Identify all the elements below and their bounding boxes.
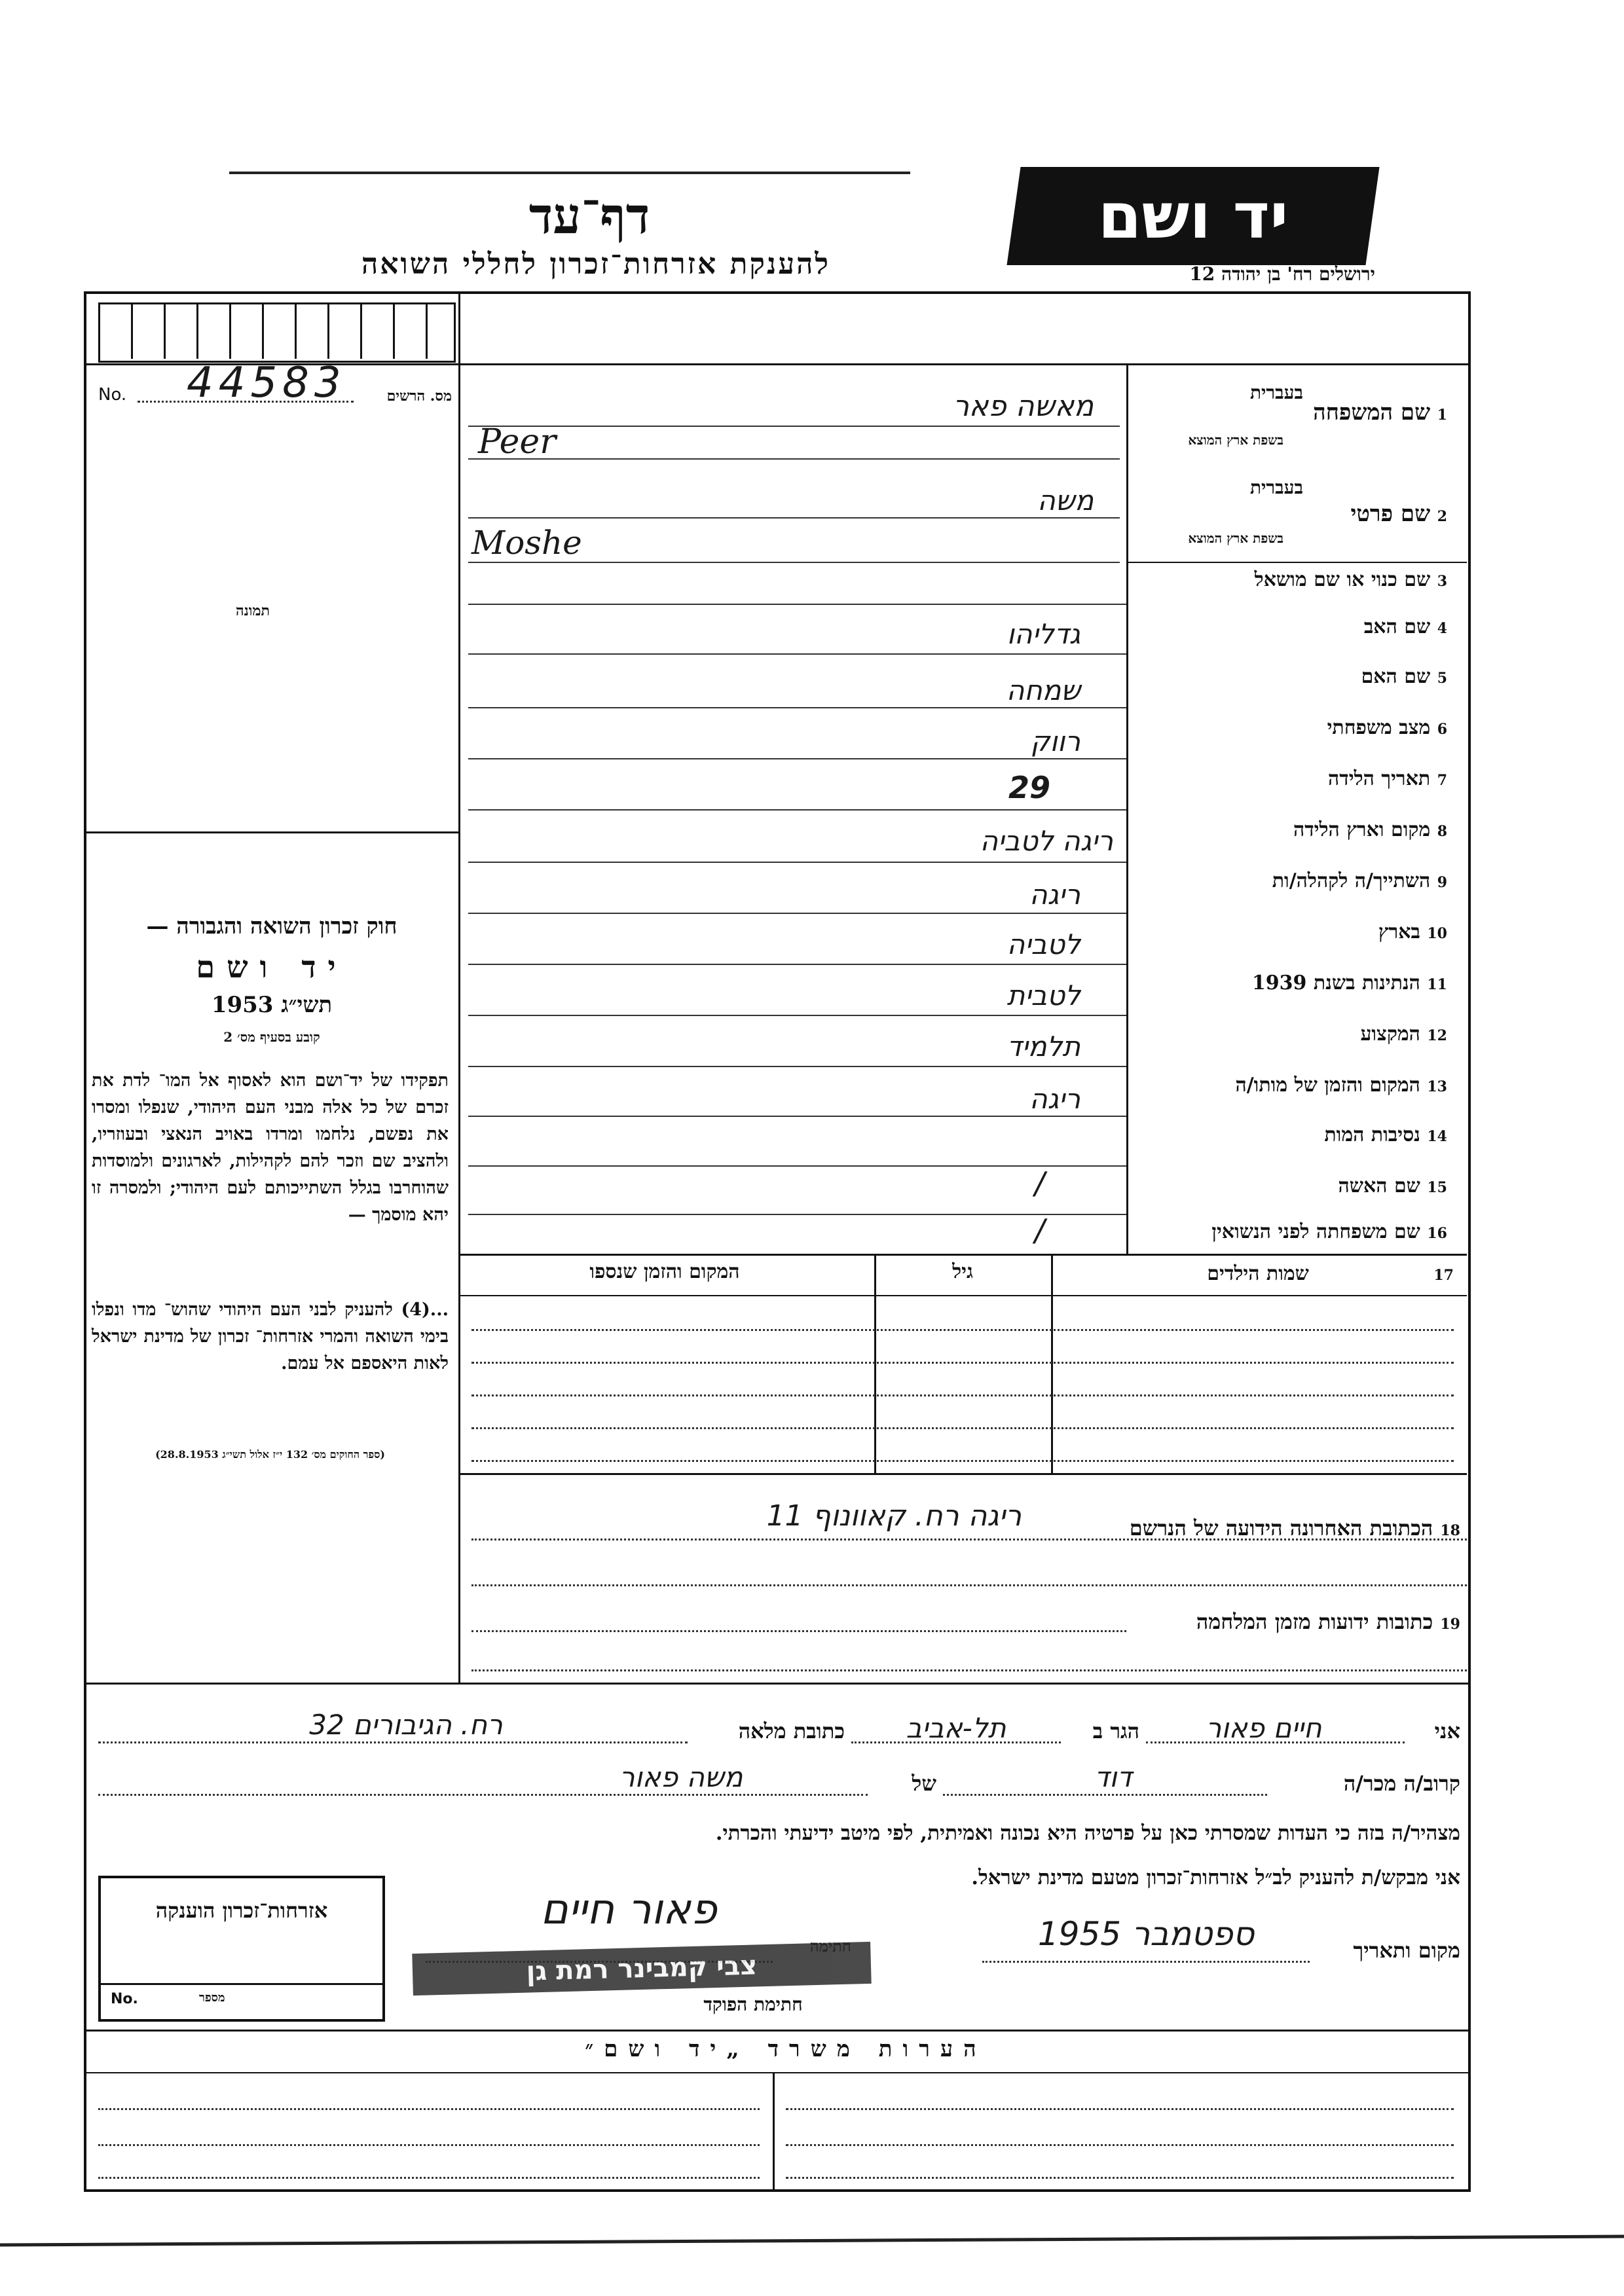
field-9-number: 9 bbox=[1437, 874, 1447, 891]
field-10-value: לטביה bbox=[1006, 928, 1080, 960]
field-19-text: כתובות ידועות מזמן המלחמה bbox=[1196, 1609, 1433, 1634]
field-2-sub-bottom: בשפת ארץ המוצא bbox=[1188, 530, 1283, 546]
declarant-address: רח. הגיבורים 32 bbox=[309, 1709, 503, 1741]
field-8-text: מקום וארץ הלידה bbox=[1293, 818, 1431, 841]
law-name: יד ושם bbox=[196, 949, 348, 985]
field-1-sub-top: בעברית bbox=[1249, 382, 1303, 403]
declaration-of-label: של bbox=[912, 1771, 936, 1796]
field-1-number: 1 bbox=[1437, 407, 1447, 424]
declaration-statement-2: אני מבקש/ת להעניק לב״ל אזרחות־זכרון מטעם מדינת ישראל. bbox=[971, 1866, 1460, 1889]
law-text-1: תפקידו של יד־ושם הוא לאסוף אל המו־ לדת את זכרם של כל אלה מבני העם היהודי, שנפלו ומסרו את נפשם, נלחמו ומרדו באויב הנאצי ובעוזריו, ולהציב שם וזכר להם לקהילות, לארגונים ולמוסדות שהוחרבו בגלל השתייכותם לעם היהודי; ולמסרה זו יהא מוסמך — bbox=[92, 1070, 449, 1225]
field-16-number: 16 bbox=[1427, 1225, 1447, 1242]
photo-label: תמונה bbox=[236, 602, 270, 619]
place-date-value: ספטמבר 1955 bbox=[1037, 1915, 1255, 1953]
field-3-number: 3 bbox=[1437, 573, 1447, 590]
registration-number: 44583 bbox=[187, 359, 346, 407]
field-4-value: גדליהו bbox=[1006, 618, 1080, 650]
field-14-text: נסיבות המות bbox=[1324, 1123, 1420, 1146]
law-clause: קובע בסעיף מס׳ 2 bbox=[223, 1029, 320, 1045]
law-reference: (ספר החוקים מס׳ 132 י״ז אלול תשי״ג 28.8.1953) bbox=[155, 1448, 385, 1461]
declaration-address-label: כתובת מלאה bbox=[738, 1719, 845, 1743]
officer-signature-label: חתימת הפוקד bbox=[703, 1994, 803, 2015]
field-13-label bbox=[1133, 1074, 1447, 1097]
children-col-place: המקום והזמן שנספו bbox=[589, 1260, 740, 1283]
declarant-name: חיים פאור bbox=[1206, 1712, 1322, 1744]
field-18-text: הכתובת האחרונה הידועה של הנרשם bbox=[1129, 1516, 1433, 1540]
office-code-boxes bbox=[98, 302, 452, 361]
field-15-value: / bbox=[1035, 1165, 1045, 1201]
field-2-number: 2 bbox=[1437, 508, 1447, 525]
fields-3-16 bbox=[458, 562, 1467, 1254]
declaration-relative-label: קרוב/ה מכר/ה bbox=[1343, 1771, 1460, 1796]
office-notes-title: הערות משרד „יד ושם״ bbox=[585, 2036, 987, 2062]
children-col-names bbox=[1061, 1262, 1454, 1285]
field-17-number: 17 bbox=[1433, 1267, 1454, 1284]
box-title: אזרחות־זכרון הוענקה bbox=[155, 1898, 328, 1923]
field-15-label bbox=[1133, 1175, 1447, 1197]
field-13-text: המקום והזמן של מותו/ה bbox=[1235, 1074, 1420, 1097]
page-subtitle: להענקת אזרחות־זכרון לחללי השואה bbox=[361, 247, 830, 281]
field-18-label bbox=[1002, 1516, 1460, 1540]
field-9-text: השתייך/ה לקהלה/ות bbox=[1272, 869, 1431, 892]
field-7-value: 29 bbox=[1008, 770, 1051, 805]
field-8-label bbox=[1133, 818, 1447, 841]
field-5-text: שם האם bbox=[1361, 665, 1431, 688]
field-1-text: שם המשפחה bbox=[1313, 399, 1431, 426]
logo-text: יד ושם bbox=[1098, 179, 1289, 253]
field-2-text: שם פרטי bbox=[1350, 501, 1431, 527]
box-no-label: No. bbox=[111, 1991, 138, 2007]
declaration-relative-of: משה פאור bbox=[619, 1761, 743, 1793]
field-13-number: 13 bbox=[1427, 1078, 1447, 1095]
field-9-value: ריגה bbox=[1029, 879, 1080, 911]
field-2-sub-top: בעברית bbox=[1249, 477, 1303, 498]
field-3-text: שם כנוי או שם מושאל bbox=[1254, 568, 1431, 591]
declaration-lives-label: הגר ב bbox=[1092, 1719, 1139, 1743]
field-16-label bbox=[1133, 1220, 1447, 1243]
field-16-text: שם משפחתה לפני הנשואין bbox=[1211, 1220, 1420, 1243]
yad-vashem-logo bbox=[1006, 167, 1379, 265]
field-6-number: 6 bbox=[1437, 721, 1447, 738]
children-names-header: שמות הילדים bbox=[1207, 1262, 1309, 1285]
children-col-age: גיל bbox=[952, 1260, 973, 1283]
field-16-value: / bbox=[1035, 1212, 1045, 1248]
field-18-value: ריגה רח. קאוונוף 11 bbox=[766, 1499, 1022, 1533]
signature-value: פאור חיים bbox=[540, 1886, 717, 1934]
field-5-value: שמחה bbox=[1006, 674, 1080, 706]
field-8-value: ריגה לטביה bbox=[980, 825, 1113, 857]
field-11-label bbox=[1133, 972, 1447, 994]
field-12-text: המקצוע bbox=[1360, 1023, 1420, 1046]
place-date-label: מקום ותאריך bbox=[1353, 1938, 1460, 1963]
citizenship-granted-box bbox=[98, 1876, 385, 2022]
field-13-value: ריגה bbox=[1029, 1083, 1080, 1115]
declaration-statement-1: מצהיר/ה בזה כי העדות שמסרתי כאן על פרטיה היא נכונה ואמיתית, לפי מיטב ידיעתי והכרתי. bbox=[715, 1821, 1460, 1845]
law-title: חוק זכרון השואה והגבורה — bbox=[146, 913, 397, 939]
field-19-label bbox=[1126, 1609, 1460, 1634]
header-address: ירושלים רח' בן יהודה 12 bbox=[1189, 263, 1375, 285]
field-12-number: 12 bbox=[1427, 1027, 1447, 1044]
field-6-label bbox=[1133, 716, 1447, 739]
field-6-value: רווק bbox=[1030, 725, 1080, 757]
law-year: תשי״ג 1953 bbox=[211, 992, 333, 1018]
box-number-label: מספר bbox=[199, 1991, 225, 2005]
declaration-i-label: אני bbox=[1434, 1719, 1460, 1743]
field-10-text: בארץ bbox=[1378, 920, 1420, 943]
registration-no-label: No. bbox=[98, 385, 127, 405]
field-1-latin-value: Peer bbox=[478, 422, 557, 462]
field-7-number: 7 bbox=[1437, 772, 1447, 789]
field-2-latin-value: Moshe bbox=[471, 524, 582, 562]
field-7-text: תאריך הלידה bbox=[1328, 767, 1431, 790]
field-11-number: 11 bbox=[1427, 976, 1447, 993]
field-5-label bbox=[1133, 665, 1447, 688]
field-9-label bbox=[1133, 869, 1447, 892]
declarant-relation: דוד bbox=[1094, 1761, 1132, 1793]
law-text-2: ...(4) להעניק לבני העם היהודי שהוש־ מדו ונפלו בימי השואה והמרי אזרחות־ זכרון של מדינת ישראל לאות היאספם אל עמם. bbox=[92, 1300, 449, 1374]
header-top-rule bbox=[229, 172, 910, 174]
field-19-number: 19 bbox=[1440, 1616, 1460, 1633]
scan-edge-line bbox=[0, 2235, 1624, 2247]
field-14-number: 14 bbox=[1427, 1128, 1447, 1145]
stamp-text: צבי קמבינר רמת גן bbox=[526, 1950, 758, 1987]
field-15-text: שם האשה bbox=[1338, 1175, 1420, 1197]
field-1-hebrew-value: מאשה פאר bbox=[953, 390, 1094, 423]
field-4-text: שם האב bbox=[1363, 615, 1431, 638]
field-15-number: 15 bbox=[1427, 1179, 1447, 1196]
field-8-number: 8 bbox=[1437, 823, 1447, 840]
field-7-label bbox=[1133, 767, 1447, 790]
registration-label: מס. הרשים bbox=[386, 388, 452, 405]
page-title: דף־עד bbox=[528, 187, 650, 245]
field-6-text: מצב משפחתי bbox=[1327, 716, 1431, 739]
field-10-number: 10 bbox=[1427, 925, 1447, 942]
field-4-label bbox=[1133, 615, 1447, 638]
field-1-sub-bottom: בשפת ארץ המוצא bbox=[1188, 432, 1283, 448]
field-12-value: תלמיד bbox=[1006, 1030, 1080, 1063]
field-11-value: לטבית bbox=[1006, 979, 1080, 1011]
field-5-number: 5 bbox=[1437, 670, 1447, 687]
field-2-hebrew-value: משה bbox=[1037, 484, 1094, 517]
declarant-city: תל-אביב bbox=[906, 1712, 1006, 1744]
field-14-label bbox=[1133, 1123, 1447, 1146]
field-12-label bbox=[1133, 1023, 1447, 1046]
field-3-label bbox=[1133, 568, 1447, 591]
field-2-label bbox=[1133, 501, 1447, 527]
field-4-number: 4 bbox=[1437, 620, 1447, 637]
field-18-number: 18 bbox=[1440, 1522, 1460, 1539]
field-10-label bbox=[1133, 920, 1447, 943]
field-11-text: הנתינות בשנת 1939 bbox=[1251, 972, 1420, 994]
